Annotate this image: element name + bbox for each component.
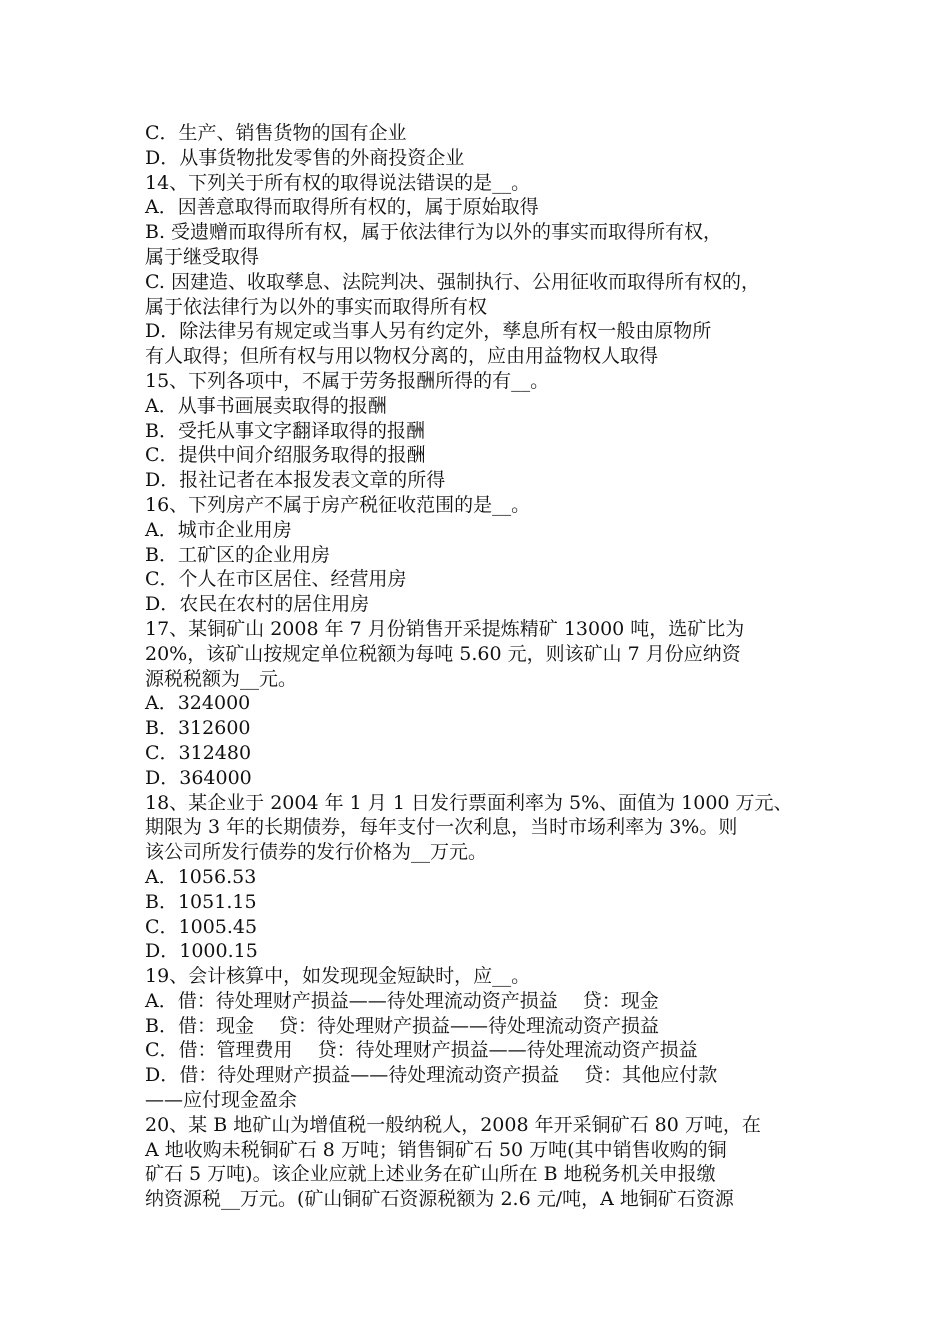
question-17: 17、某铜矿山 2008 年 7 月份销售开采提炼精矿 13000 吨，选矿比为 xyxy=(145,617,745,640)
question-16: 16、下列房产不属于房产税征收范围的是__。 xyxy=(145,493,531,516)
text-line: 属于依法律行为以外的事实而取得所有权 xyxy=(145,295,488,318)
text-line: B．1051.15 xyxy=(145,890,257,913)
text-line: D．借：待处理财产损益——待处理流动资产损益 贷：其他应付款 xyxy=(145,1064,718,1087)
text-line: C．生产、销售货物的国有企业 xyxy=(145,122,407,144)
text-line: A．从事书画展卖取得的报酬 xyxy=(145,394,387,417)
text-line: D．农民在农村的居住用房 xyxy=(145,593,370,616)
text-line: 期限为 3 年的长期债券，每年支付一次利息，当时市场利率为 3%。则 xyxy=(145,816,738,839)
text-line: A 地收购未税铜矿石 8 万吨；销售铜矿石 50 万吨(其中销售收购的铜 xyxy=(145,1138,727,1161)
question-19: 19、会计核算中，如发现现金短缺时，应__。 xyxy=(145,965,531,988)
text-line: C．提供中间介绍服务取得的报酬 xyxy=(145,444,426,467)
text-line: ——应付现金盈余 xyxy=(145,1089,298,1112)
text-line: A．324000 xyxy=(145,692,251,715)
text-line: A．1056.53 xyxy=(145,865,257,888)
text-line: 源税税额为__元。 xyxy=(145,667,298,690)
text-line: D．除法律另有规定或当事人另有约定外，孳息所有权一般由原物所 xyxy=(145,320,712,343)
text-line: B. 受遗赠而取得所有权，属于依法律行为以外的事实而取得所有权， xyxy=(145,221,723,244)
text-line: A．城市企业用房 xyxy=(145,518,292,541)
text-line: C．借：管理费用 贷：待处理财产损益——待处理流动资产损益 xyxy=(145,1039,698,1062)
text-line: B．工矿区的企业用房 xyxy=(145,543,330,566)
question-15: 15、下列各项中，不属于劳务报酬所得的有__。 xyxy=(145,369,550,392)
text-line: C．1005.45 xyxy=(145,915,258,938)
text-line: 20%，该矿山按规定单位税额为每吨 5.60 元，则该矿山 7 月份应纳资 xyxy=(145,642,741,665)
document-page xyxy=(145,121,820,1212)
text-line: 有人取得；但所有权与用以物权分离的，应由用益物权人取得 xyxy=(145,345,659,368)
text-line: D．从事货物批发零售的外商投资企业 xyxy=(145,146,465,169)
question-18: 18、某企业于 2004 年 1 月 1 日发行票面利率为 5%、面值为 1000 万元、 xyxy=(145,791,793,814)
question-20: 20、某 B 地矿山为增值税一般纳税人，2008 年开采铜矿石 80 万吨，在 xyxy=(145,1113,761,1136)
text-line: A．借：待处理财产损益——待处理流动资产损益 贷：现金 xyxy=(145,989,659,1012)
text-line: B．312600 xyxy=(145,717,251,740)
text-line: C．312480 xyxy=(145,741,252,764)
text-line: C．个人在市区居住、经营用房 xyxy=(145,568,407,591)
text-line: 矿石 5 万吨)。该企业应就上述业务在矿山所在 B 地税务机关申报缴 xyxy=(145,1163,716,1186)
text-line: D．1000.15 xyxy=(145,940,258,963)
text-line: 该公司所发行债券的发行价格为__万元。 xyxy=(145,841,488,864)
question-14: 14、下列关于所有权的取得说法错误的是__。 xyxy=(145,171,531,194)
text-line: B．借：现金 贷：待处理财产损益——待处理流动资产损益 xyxy=(145,1014,660,1037)
text-line: D．364000 xyxy=(145,766,252,789)
text-line: B．受托从事文字翻译取得的报酬 xyxy=(145,419,425,442)
text-line: 属于继受取得 xyxy=(145,245,260,268)
text-line: A．因善意取得而取得所有权的，属于原始取得 xyxy=(145,196,539,219)
text-line: 纳资源税__万元。(矿山铜矿石资源税额为 2.6 元/吨，A 地铜矿石资源 xyxy=(145,1188,734,1211)
text-line: D．报社记者在本报发表文章的所得 xyxy=(145,469,446,492)
text-line: C. 因建造、收取孳息、法院判决、强制执行、公用征收而取得所有权的， xyxy=(145,270,760,293)
